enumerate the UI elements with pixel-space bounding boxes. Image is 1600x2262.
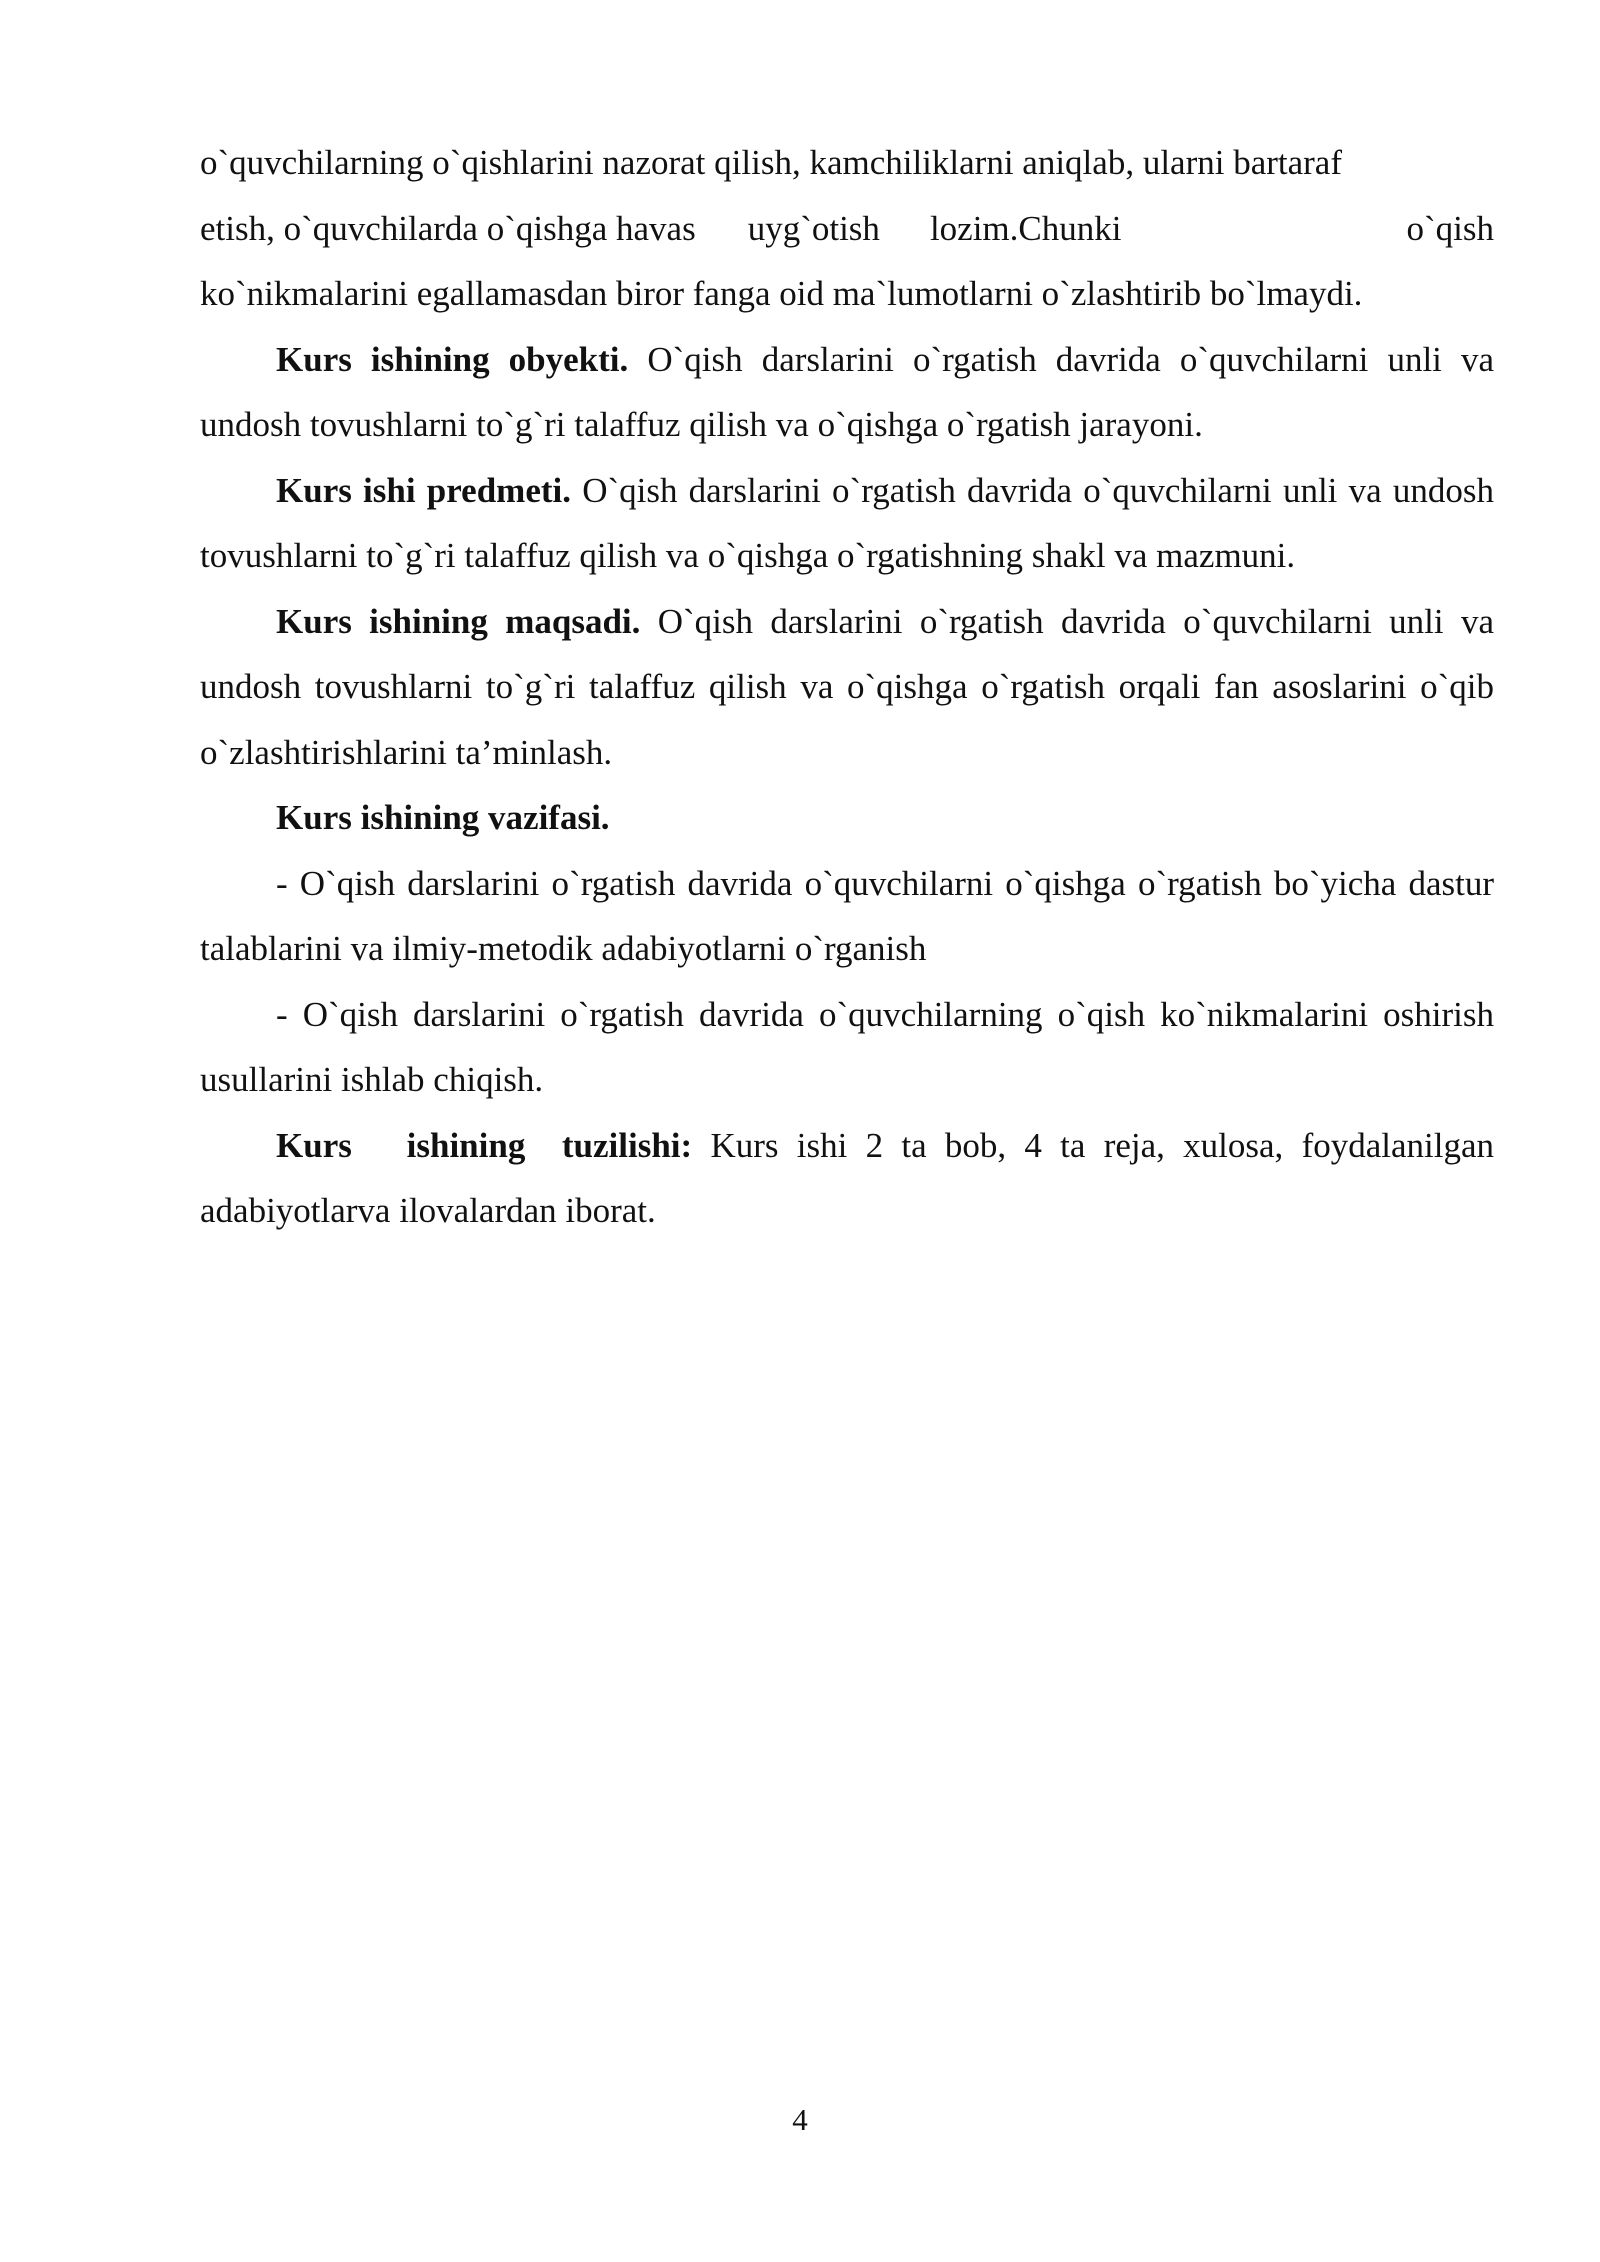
intro-line-2-part-b: uyg`otish: [747, 208, 880, 248]
intro-line-1: o`quvchilarning o`qishlarini nazorat qilish, kamchiliklarni aniqlab, ularni bartaraf: [200, 143, 1342, 182]
subject-paragraph: [200, 458, 1494, 589]
page-number: 4: [792, 2102, 808, 2137]
intro-line-2-part-c: lozim.: [929, 208, 1019, 248]
document-page: [200, 130, 1494, 1244]
subject-heading: Kurs ishi predmeti.: [276, 470, 571, 510]
tasks-heading-paragraph: [200, 785, 1494, 851]
intro-line-2-part-d: Chunki: [1018, 208, 1122, 248]
structure-text: Kurs ishi 2 ta bob, 4 ta reja, xulosa, foydalanilgan adabiyotlarva ilovalardan iborat.: [200, 1125, 1494, 1230]
intro-line-3: ko`nikmalarini egallamasdan biror fanga oid ma`lumotlarni o`zlashtirib bo`lmaydi.: [200, 274, 1363, 313]
goal-text: O`qish darslarini o`rgatish davrida o`quvchilarni unli va undosh tovushlarni to`g`ri talaffuz qilish va o`qishga o`rgatish orqali fan asoslarini o`qib o`zlashtirishlarini ta’minlash.: [200, 601, 1495, 772]
structure-paragraph: [200, 1113, 1494, 1244]
structure-heading: Kurs ishining tuzilishi:: [276, 1125, 693, 1165]
goal-heading: Kurs ishining maqsadi.: [276, 601, 641, 641]
intro-line-2-part-e: o`qish: [1406, 208, 1494, 248]
object-paragraph: [200, 327, 1494, 458]
task-item: - O`qish darslarini o`rgatish davrida o`quvchilarni o`qishga o`rgatish bo`yicha dastur talablarini va ilmiy-metodik adabiyotlarni o`rganish: [200, 863, 1494, 968]
subject-text: O`qish darslarini o`rgatish davrida o`quvchilarni unli va undosh tovushlarni to`g`ri talaffuz qilish va o`qishga o`rgatishning shakl va mazmuni.: [200, 470, 1494, 575]
intro-line-2-part-a: etish, o`quvchilarda o`qishga havas: [200, 208, 696, 248]
task-item: - O`qish darslarini o`rgatish davrida o`quvchilarning o`qish ko`nikmalarini oshirish usullarini ishlab chiqish.: [200, 994, 1494, 1099]
intro-paragraph: [200, 130, 1494, 327]
tasks-heading: Kurs ishining vazifasi.: [276, 798, 610, 837]
object-text: O`qish darslarini o`rgatish davrida o`quvchilarni unli va undosh tovushlarni to`g`ri talaffuz qilish va o`qishga o`rgatish jarayoni.: [200, 339, 1494, 444]
object-heading: Kurs ishining obyekti.: [276, 339, 629, 379]
goal-paragraph: [200, 589, 1494, 786]
